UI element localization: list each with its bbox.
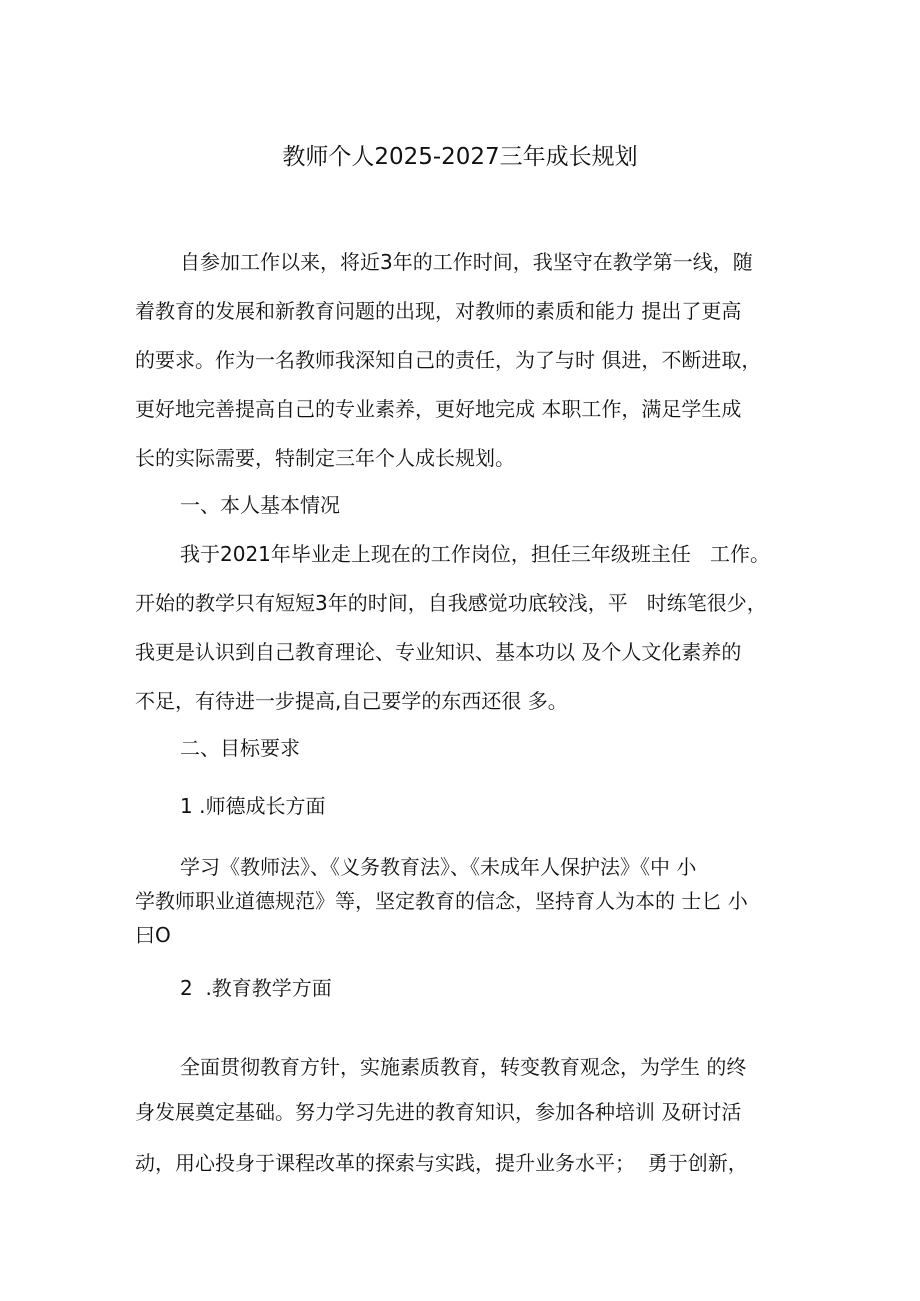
item1-line-2: 学教师职业道德规范》等，坚定教育的信念，坚持育人为本的 士匕 小 [135,889,748,913]
intro-line-4: 更好地完善提高自己的专业素养，更好地完成 本职工作，满足学生成 [135,397,742,421]
item1-line-1: 学习《教师法》、《义务教育法》、《未成年人保护法》《中 小 [180,855,697,879]
section1-line-4: 不足，有待进一步提高,自己要学的东西还很 多。 [135,689,568,713]
section1-line-1: 我于2021年毕业走上现在的工作岗位，担任三年级班主任 工作。 [180,542,770,566]
intro-line-5: 长的实际需要，特制定三年个人成长规划。 [135,446,515,470]
intro-line-2: 着教育的发展和新教育问题的出现，对教师的素质和能力 提出了更高 [135,299,742,323]
document-title: 教师个人2025-2027三年成长规划 [282,144,638,170]
item1-heading: 1 .师德成长方面 [180,794,326,818]
item2-heading: 2 .教育教学方面 [180,976,332,1000]
section2-heading: 二、目标要求 [180,736,300,760]
section1-heading: 一、本人基本情况 [180,493,340,517]
section1-line-3: 我更是认识到自己教育理论、专业知识、基本功以 及个人文化素养的 [135,640,742,664]
item1-line-3: 曰O [135,923,171,947]
item2-line-1: 全面贯彻教育方针，实施素质教育，转变教育观念，为学生 的终 [180,1055,747,1079]
section1-line-2: 开始的教学只有短短3年的时间，自我感觉功底较浅，平 时练笔很少， [135,591,767,615]
item2-line-3: 动，用心投身于课程改革的探索与实践，提升业务水平； 勇于创新， [135,1151,748,1175]
intro-line-3: 的要求。作为一名教师我深知自己的责任，为了与时 俱进，不断进取， [135,348,762,372]
item2-line-2: 身发展奠定基础。努力学习先进的教育知识，参加各种培训 及研讨活 [135,1100,742,1124]
intro-line-1: 自参加工作以来，将近3年的工作时间，我坚守在教学第一线，随 [180,250,753,274]
